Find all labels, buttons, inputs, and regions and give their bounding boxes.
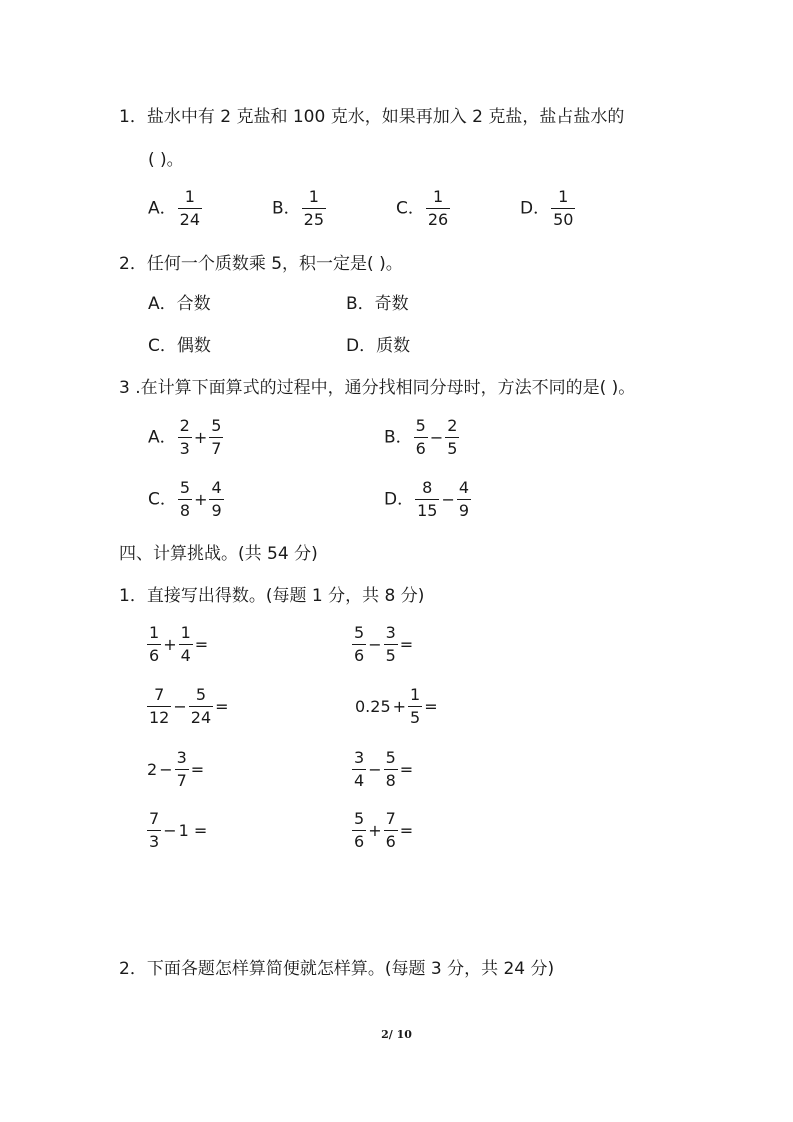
trailing-term: 1 =	[178, 820, 208, 840]
equals-sign: =	[190, 759, 205, 779]
fraction: $\frac{3}{5}$	[385, 623, 396, 665]
fraction: $\frac{1}{50}$	[553, 187, 574, 229]
fraction: $\frac{2}{5}$	[447, 416, 458, 458]
calc-item-7	[146, 810, 208, 851]
q1-option-d[interactable]	[520, 188, 576, 229]
q2-option-a[interactable]: A．合数	[148, 294, 211, 314]
fraction: $\frac{3}{4}$	[354, 748, 365, 790]
operator: +	[368, 820, 382, 840]
fraction: $\frac{8}{15}$	[417, 478, 438, 520]
equals-sign: =	[215, 696, 229, 716]
operator: −	[441, 489, 455, 509]
calc-item-1	[146, 624, 209, 665]
fraction: $\frac{1}{24}$	[179, 187, 200, 229]
part1-title: 1．直接写出得数。(每题 1 分，共 8 分)	[119, 586, 425, 606]
option-letter: C．	[148, 489, 177, 510]
q3-option-a[interactable]	[148, 417, 224, 458]
fraction: $\frac{4}{9}$	[211, 478, 222, 520]
q1-option-c[interactable]	[396, 188, 451, 229]
fraction: $\frac{1}{25}$	[303, 187, 325, 229]
q1-option-a[interactable]	[148, 188, 203, 229]
fraction: $\frac{7}{3}$	[149, 809, 160, 851]
operator: +	[194, 489, 208, 509]
section4-title: 四、计算挑战。(共 54 分)	[119, 544, 318, 564]
fraction: $\frac{5}{6}$	[354, 623, 365, 665]
operator: +	[392, 696, 407, 716]
q2-option-d[interactable]: D．质数	[346, 336, 411, 356]
calc-item-5	[146, 749, 205, 790]
fraction: $\frac{1}{6}$	[149, 623, 160, 665]
equals-sign: =	[194, 634, 209, 654]
q2-option-b[interactable]: B．奇数	[346, 294, 409, 314]
page-number: 2/ 10	[381, 1028, 412, 1041]
fraction: $\frac{5}{8}$	[179, 478, 191, 520]
q3-option-b[interactable]	[384, 417, 460, 458]
operator: −	[368, 634, 382, 654]
operator: +	[163, 634, 177, 654]
q1-stem: 1．盐水中有 2 克盐和 100 克水，如果再加入 2 克盐，盐占盐水的	[119, 107, 625, 127]
fraction: $\frac{5}{8}$	[385, 748, 396, 790]
fraction: $\frac{3}{7}$	[176, 748, 187, 790]
fraction: $\frac{7}{12}$	[149, 685, 170, 727]
equals-sign: =	[399, 759, 414, 779]
q3-option-c[interactable]	[148, 479, 225, 520]
option-letter: A．	[148, 427, 177, 448]
operator: −	[159, 759, 173, 779]
fraction: $\frac{1}{26}$	[427, 187, 449, 229]
fraction: $\frac{1}{5}$	[410, 685, 421, 727]
q1-blank: ( )。	[148, 150, 184, 170]
option-letter: A．	[148, 198, 177, 219]
option-letter: D．	[384, 489, 415, 510]
q2-stem: 2．任何一个质数乘 5，积一定是( )。	[119, 254, 403, 274]
fraction: $\frac{5}{6}$	[415, 416, 426, 458]
option-letter: C．	[396, 198, 425, 219]
decimal-value: 0.25	[355, 696, 391, 716]
calc-item-6	[351, 749, 414, 790]
fraction: $\frac{7}{6}$	[385, 809, 396, 851]
equals-sign: =	[399, 820, 414, 840]
fraction: $\frac{5}{7}$	[211, 416, 222, 458]
operator: −	[173, 696, 187, 716]
calc-item-3	[146, 686, 230, 727]
operator: −	[368, 759, 382, 779]
fraction: $\frac{5}{24}$	[190, 685, 212, 727]
part2-title: 2．下面各题怎样算简便就怎样算。(每题 3 分，共 24 分)	[119, 959, 555, 979]
operator: −	[163, 820, 177, 840]
calc-item-4	[354, 686, 439, 727]
equals-sign: =	[399, 634, 414, 654]
fraction: $\frac{5}{6}$	[354, 809, 365, 851]
q2-option-c[interactable]: C．偶数	[148, 336, 211, 356]
fraction: $\frac{1}{4}$	[180, 623, 191, 665]
calc-item-2	[351, 624, 414, 665]
option-letter: B．	[272, 198, 301, 219]
fraction: $\frac{4}{9}$	[458, 478, 470, 520]
option-letter: D．	[520, 198, 551, 219]
q3-stem: 3 .在计算下面算式的过程中，通分找相同分母时，方法不同的是( )。	[119, 378, 636, 398]
fraction: $\frac{2}{3}$	[179, 416, 190, 458]
integer-value: 2	[147, 759, 158, 779]
operator: +	[193, 427, 208, 447]
option-letter: B．	[384, 427, 413, 448]
q1-option-b[interactable]	[272, 188, 327, 229]
q3-option-d[interactable]	[384, 479, 472, 520]
operator: −	[429, 427, 444, 447]
calc-item-8	[351, 810, 414, 851]
equals-sign: =	[424, 696, 438, 716]
